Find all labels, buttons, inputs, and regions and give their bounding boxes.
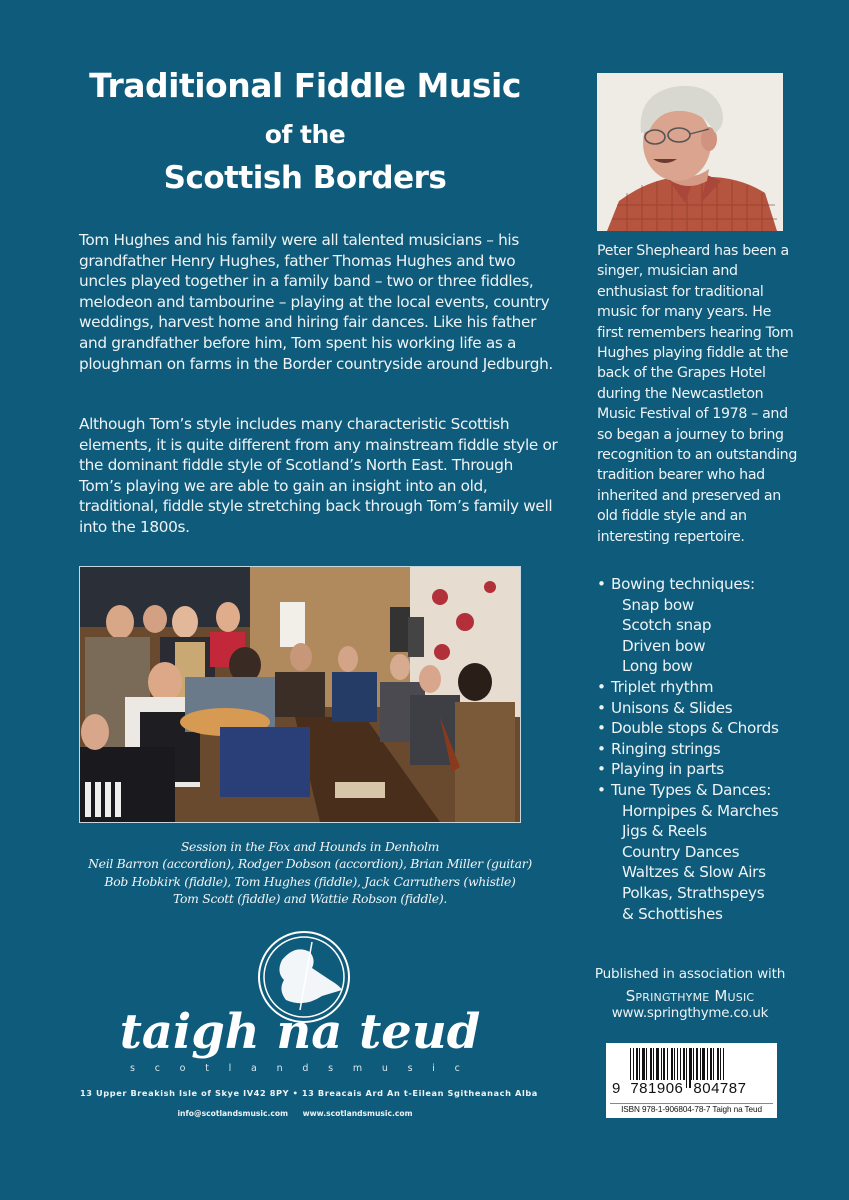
label-email-link[interactable]: info@scotlandsmusic.com bbox=[177, 1109, 288, 1118]
feature-item bbox=[597, 677, 827, 698]
author-portrait bbox=[597, 73, 783, 231]
tagline-letter: d bbox=[302, 1063, 309, 1074]
bullet-icon: • bbox=[597, 677, 606, 696]
tagline-letter: t bbox=[205, 1063, 209, 1074]
author-portrait-image bbox=[597, 73, 783, 231]
session-photo-image bbox=[80, 567, 520, 822]
tagline-letter: o bbox=[179, 1063, 186, 1074]
book-title-line1: Traditional Fiddle Music bbox=[89, 66, 521, 105]
tagline-letter: u bbox=[381, 1063, 388, 1074]
tagline-letter: s bbox=[328, 1063, 334, 1074]
tagline-letter: c bbox=[154, 1063, 160, 1074]
intro-paragraph-1: Tom Hughes and his family were all talented musicians – his grandfather Henry Hughes, father Thomas Hughes and two uncles played together in a family band – two or three fiddles, melodeon and tambourine – playing at the local events, country weddings, harvest home and hiring fair dances. Like his father and grandfather before him, Tom spent his working life as a ploughman on farms in the Border countryside around Jedburgh. bbox=[79, 231, 553, 373]
session-photo bbox=[79, 566, 521, 823]
tagline-letter: l bbox=[228, 1063, 232, 1074]
caption-line: Bob Hobkirk (fiddle), Tom Hughes (fiddle), Jack Carruthers (whistle) bbox=[104, 873, 516, 889]
feature-item bbox=[597, 698, 827, 719]
barcode-digits bbox=[612, 1080, 772, 1097]
feature-item bbox=[597, 739, 827, 760]
barcode-lead-digit: 9 bbox=[612, 1080, 621, 1097]
bullet-icon: • bbox=[597, 760, 606, 779]
label-logo bbox=[90, 930, 510, 1080]
publisher-name: Springthyme Music bbox=[625, 987, 755, 1005]
intro-paragraph-2: Although Tom’s style includes many characteristic Scottish elements, it is quite different from any mainstream fiddle style or the dominant fiddle style of Scotland’s North East. Through Tom’s playing we are able to gain an insight into an old, traditional, fiddle style stretching back through Tom’s family well into the 1800s. bbox=[79, 415, 558, 536]
bullet-icon: • bbox=[597, 739, 606, 758]
feature-subitem: & Schottishes bbox=[622, 904, 723, 923]
bullet-icon: • bbox=[597, 698, 606, 717]
feature-list bbox=[597, 574, 827, 924]
barcode-group-1: 781906 bbox=[630, 1080, 684, 1097]
barcode-group-2: 804787 bbox=[693, 1080, 747, 1097]
tagline-letter: s bbox=[130, 1063, 135, 1074]
isbn-text: ISBN 978-1-906804-78-7 Taigh na Teud bbox=[610, 1103, 773, 1114]
feature-item bbox=[597, 574, 827, 595]
tagline-letter: a bbox=[251, 1063, 257, 1074]
fiddler-medallion-icon bbox=[90, 930, 510, 1080]
label-address: 13 Upper Breakish Isle of Skye IV42 8PY • 13 Breacais Ard An t-Eilean Sgitheanach Alba bbox=[80, 1088, 538, 1098]
tagline-letter: s bbox=[407, 1063, 413, 1074]
feature-subitem: Long bow bbox=[622, 657, 693, 676]
tagline-letter: m bbox=[352, 1063, 363, 1074]
publisher-block bbox=[580, 966, 800, 1021]
label-tagline bbox=[130, 1063, 460, 1074]
caption-line: Tom Scott (fiddle) and Wattie Robson (fiddle). bbox=[173, 891, 447, 907]
feature-subitem: Waltzes & Slow Airs bbox=[622, 863, 766, 882]
bullet-icon: • bbox=[597, 719, 606, 738]
label-wordmark: taigh na teud bbox=[119, 1004, 481, 1060]
feature-subitem: Polkas, Strathspeys bbox=[622, 883, 765, 902]
feature-item bbox=[597, 759, 827, 780]
feature-label: Triplet rhythm bbox=[611, 677, 714, 696]
label-website-link[interactable]: www.scotlandsmusic.com bbox=[302, 1109, 413, 1118]
book-title-line3: Scottish Borders bbox=[163, 160, 447, 196]
feature-label: Playing in parts bbox=[611, 760, 724, 779]
bullet-icon: • bbox=[597, 575, 606, 593]
feature-label: Double stops & Chords bbox=[611, 719, 779, 738]
feature-label: Bowing techniques: bbox=[611, 575, 755, 593]
isbn-barcode bbox=[606, 1043, 777, 1118]
feature-subitem: Scotch snap bbox=[622, 616, 712, 635]
bullet-icon: • bbox=[597, 780, 606, 799]
publisher-website-link[interactable]: www.springthyme.co.uk bbox=[611, 1006, 769, 1021]
publisher-association: Published in association with bbox=[594, 966, 786, 982]
label-contacts bbox=[80, 1109, 510, 1118]
feature-item bbox=[597, 780, 827, 801]
caption-line: Session in the Fox and Hounds in Denholm bbox=[180, 839, 440, 854]
caption-line: Neil Barron (accordion), Rodger Dobson (accordion), Brian Miller (guitar) bbox=[88, 856, 532, 872]
photo-caption bbox=[60, 838, 560, 908]
author-bio: Peter Shepheard has been a singer, musician and enthusiast for traditional music for many years. He first remembers hearing Tom Hughes playing fiddle at the back of the Grapes Hotel during the Newcastleton Music Festival of 1978 – and so began a journey to bring recognition to an outstanding tradition bearer who had inherited and preserved an old fiddle style and an interesting repertoire. bbox=[597, 243, 797, 545]
book-title-line2: of the bbox=[264, 120, 346, 149]
tagline-letter: n bbox=[276, 1063, 283, 1074]
feature-item bbox=[597, 718, 827, 739]
feature-label: Ringing strings bbox=[611, 739, 721, 758]
feature-subitem: Country Dances bbox=[622, 842, 740, 861]
feature-subitem: Hornpipes & Marches bbox=[622, 801, 779, 820]
feature-subitem: Jigs & Reels bbox=[622, 822, 707, 841]
tagline-letter: c bbox=[454, 1063, 460, 1074]
feature-subitem: Driven bow bbox=[622, 636, 706, 655]
feature-subitem: Snap bow bbox=[622, 595, 694, 614]
tagline-letter: i bbox=[432, 1063, 435, 1074]
feature-label: Unisons & Slides bbox=[611, 698, 733, 717]
feature-label: Tune Types & Dances: bbox=[611, 780, 772, 799]
